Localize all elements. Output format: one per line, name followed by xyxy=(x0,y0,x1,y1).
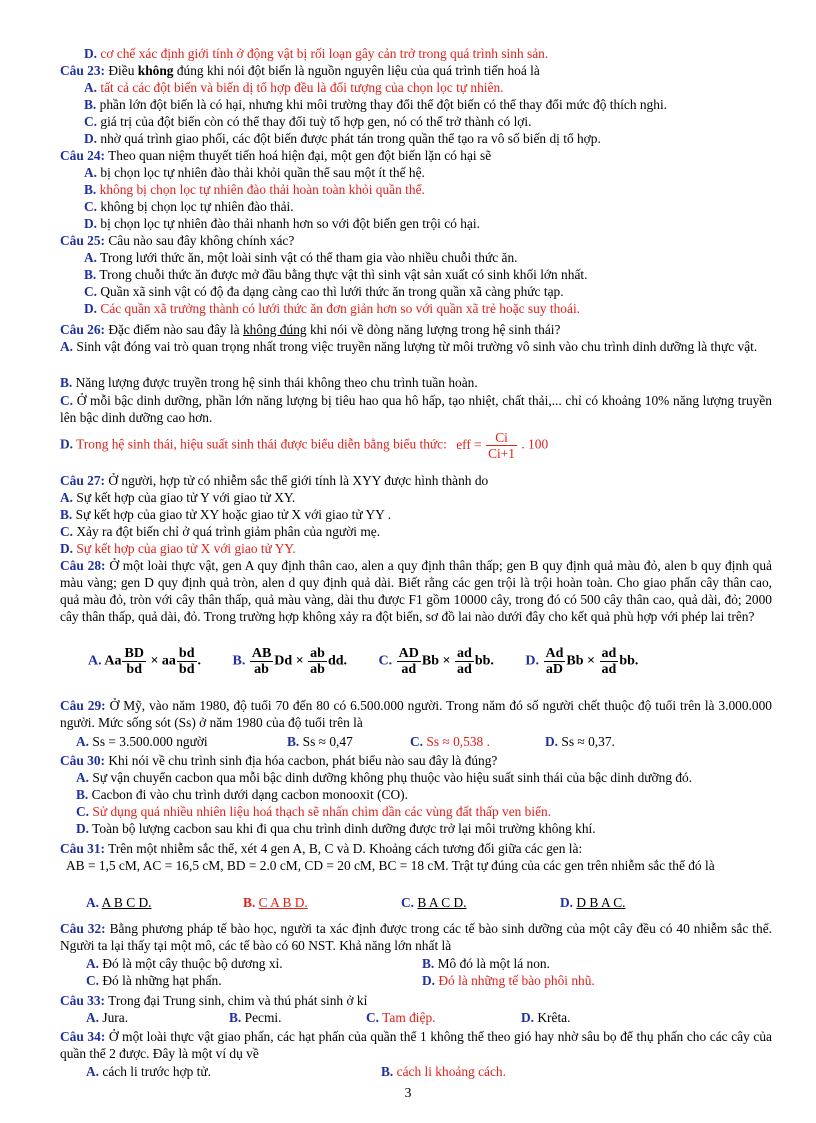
option-text: Sinh vật đóng vai trò quan trọng nhất trong việc truyền năng lượng từ môi trường vô sinh vào chu trình dinh dưỡng là thực vật. xyxy=(76,339,758,354)
option-letter: C. xyxy=(401,895,415,910)
question-label: Câu 29: xyxy=(60,698,106,713)
stem-text: Khi nói về chu trình sinh địa hóa cacbon, phát biểu nào sau đây là đúng? xyxy=(108,753,498,768)
option-text: cách li khoảng cách. xyxy=(396,1064,506,1079)
option-letter: C. xyxy=(60,393,74,408)
option-text: Quần xã sinh vật có độ đa dạng càng cao thì lưới thức ăn trong quần xã càng phức tạp. xyxy=(100,284,564,299)
formula-eff: eff = xyxy=(456,436,482,452)
question-label: Câu 33: xyxy=(60,993,106,1008)
option-letter: A. xyxy=(84,80,98,95)
option-letter: C. xyxy=(410,734,424,749)
option-letter: B. xyxy=(76,787,89,802)
option-text: giá trị của đột biến còn có thể thay đổi tuỳ tổ hợp gen, nó có thể trở thành có lợi. xyxy=(100,114,532,129)
option-letter: B. xyxy=(60,375,73,390)
q22-option-d xyxy=(84,45,772,62)
fraction-denominator: ad xyxy=(401,662,417,677)
question-label: Câu 28: xyxy=(60,558,106,573)
genotype-fraction xyxy=(455,646,474,677)
option-text: Đó là một cây thuộc bộ dương xỉ. xyxy=(102,956,283,971)
q28-stem xyxy=(60,557,772,625)
option-letter: A. xyxy=(86,956,100,971)
cross-sign: × aa xyxy=(150,653,176,669)
q32-option-b xyxy=(422,955,550,972)
efficiency-fraction xyxy=(486,430,517,461)
option-text: Trong hệ sinh thái, hiệu suất sinh thái được biểu diễn bằng biểu thức: xyxy=(76,436,447,452)
q28-option-a xyxy=(88,646,201,677)
option-letter: B. xyxy=(287,734,300,749)
stem-text: AB = 1,5 cM, AC = 16,5 cM, BD = 2.0 cM, CD = 20 cM, BC = 18 cM. Trật tự đúng của các gen trên nhiễm sắc thể đó là xyxy=(66,858,715,873)
q26-option-b xyxy=(60,374,772,391)
q27-option-b xyxy=(60,506,772,523)
fraction-denominator: bd xyxy=(126,662,142,677)
fraction-numerator: bd xyxy=(178,646,195,661)
q31-option-c xyxy=(401,894,467,911)
q30-option-b xyxy=(76,786,788,803)
fraction-numerator: ab xyxy=(310,646,325,661)
q29-option-b xyxy=(287,733,353,750)
option-text: cơ chế xác định giới tính ở động vật bị rối loạn gây cản trở trong quá trình sinh sản. xyxy=(100,46,549,61)
option-letter: D. xyxy=(84,131,98,146)
q23-option-c xyxy=(84,113,772,130)
stem-text: Ở một loài thực vật, gen A quy định thân cao, alen a quy định thân thấp; gen B quy định quả màu đỏ, alen b quy định quả màu vàng; gen D quy định quả tròn, alen d quy định quả dài. Biết rằng các gen trội là trội hoàn toàn. Cho giao phấn cây thân cao, quả màu đỏ, tròn với cây thân thấp, quả màu vàng, dài thu được F1 gồm 10000 cây, trong đó có 500 cây thân cao, quả dài, đỏ; 2000 cây thân thấp, quả dài, đỏ. Trong trường hợp không xảy ra đột biến, sơ đồ lai nào dưới đây cho kết quả phù hợp với phép lai trên? xyxy=(60,558,772,624)
option-letter: A. xyxy=(76,734,90,749)
option-letter: A. xyxy=(84,250,98,265)
q26-option-c xyxy=(60,392,772,426)
q26-option-d xyxy=(60,430,772,461)
fraction-numerator: AD xyxy=(398,646,419,661)
q23-stem xyxy=(60,62,772,79)
genotype-prefix: Aa xyxy=(104,653,122,669)
q25-option-a xyxy=(84,249,772,266)
option-letter: D. xyxy=(84,301,98,316)
stem-text: Theo quan niệm thuyết tiến hoá hiện đại, một gen đột biến lặn có hại sẽ xyxy=(108,148,492,163)
q34-stem xyxy=(60,1028,772,1062)
option-text: Đó là những tế bào phôi nhũ. xyxy=(438,973,595,988)
option-text: Năng lượng được truyền trong hệ sinh thái không theo chu trình tuần hoàn. xyxy=(75,375,478,390)
option-letter: C. xyxy=(366,1010,380,1025)
option-letter: D. xyxy=(84,46,98,61)
cross-sign: Dd × xyxy=(274,653,304,669)
q32-option-c xyxy=(86,972,222,989)
option-text: Sự kết hợp của giao tử Y với giao tử XY. xyxy=(76,490,296,505)
q33-stem xyxy=(60,992,772,1009)
q32-option-a xyxy=(86,955,283,972)
question-label: Câu 34: xyxy=(60,1029,106,1044)
q29-option-a xyxy=(76,733,208,750)
q33-option-b xyxy=(229,1009,281,1026)
q24-option-b xyxy=(84,181,772,198)
q25-stem xyxy=(60,232,772,249)
question-label: Câu 23: xyxy=(60,63,106,78)
option-text: C A B D. xyxy=(258,895,308,910)
q30-option-a xyxy=(76,769,788,786)
q25-option-c xyxy=(84,283,772,300)
q25-option-d xyxy=(84,300,772,317)
q31-stem xyxy=(60,840,772,857)
q29-option-d xyxy=(545,733,615,750)
q25-option-b xyxy=(84,266,772,283)
q23-option-d xyxy=(84,130,772,147)
option-letter: B. xyxy=(84,97,97,112)
stem-text: Điều xyxy=(108,63,138,78)
q27-stem xyxy=(60,472,772,489)
fraction-denominator: ad xyxy=(457,662,472,677)
fraction-denominator: aD xyxy=(545,662,564,677)
option-letter: B. xyxy=(422,956,435,971)
option-letter: D. xyxy=(422,973,436,988)
option-letter: C. xyxy=(84,199,98,214)
option-text: Ss ≈ 0,538 . xyxy=(426,734,490,749)
question-label: Câu 31: xyxy=(60,841,106,856)
q31-option-a xyxy=(86,894,152,911)
genotype-fraction xyxy=(250,646,273,677)
fraction-numerator: Ci xyxy=(486,430,517,446)
genotype-fraction xyxy=(397,646,421,677)
question-label: Câu 27: xyxy=(60,473,106,488)
q33-option-c xyxy=(366,1009,436,1026)
question-label: Câu 30: xyxy=(60,753,106,768)
q28-option-d xyxy=(525,646,638,677)
option-letter: A. xyxy=(60,490,74,505)
option-text: phần lớn đột biến là có hại, nhưng khi môi trường thay đổi thể đột biến có thể thay đổi mức độ thích nghi. xyxy=(99,97,668,112)
q26-option-a xyxy=(60,338,772,355)
q33-option-a xyxy=(86,1009,128,1026)
fraction-denominator: ab xyxy=(254,662,269,677)
q31-option-b xyxy=(243,894,308,911)
option-text: Các quần xã trưởng thành có lưới thức ăn đơn giản hơn so với quần xã trẻ hoặc suy thoái. xyxy=(100,301,581,316)
q32-option-d xyxy=(422,972,595,989)
question-label: Câu 24: xyxy=(60,148,106,163)
page-number: 3 xyxy=(404,1086,412,1101)
genotype-fraction xyxy=(122,646,145,677)
q27-option-c xyxy=(60,523,772,540)
option-letter: B. xyxy=(381,1064,394,1079)
option-letter: C. xyxy=(84,284,98,299)
genotype-fraction xyxy=(308,646,327,677)
option-letter: C. xyxy=(86,973,100,988)
option-letter: B. xyxy=(60,507,73,522)
option-text: Pecmi. xyxy=(244,1010,282,1025)
option-text: không bị chọn lọc tự nhiên đào thải. xyxy=(100,199,294,214)
option-letter: C. xyxy=(378,653,393,669)
genotype-fraction xyxy=(600,646,619,677)
q32-stem xyxy=(60,920,772,954)
fraction-numerator: AB xyxy=(251,646,272,661)
option-text: Sự kết hợp của giao tử X với giao tử YY. xyxy=(76,541,296,556)
genotype-fraction xyxy=(544,646,566,677)
cross-sign: Bb × xyxy=(566,653,596,669)
formula-tail: . 100 xyxy=(521,436,549,452)
genotype-suffix: bb. xyxy=(474,653,494,669)
question-label: Câu 25: xyxy=(60,233,106,248)
q27-option-d xyxy=(60,540,772,557)
option-text: Tam điệp. xyxy=(382,1010,436,1025)
q24-option-c xyxy=(84,198,772,215)
stem-text: Đặc điểm nào sau đây là xyxy=(108,322,243,337)
option-text: nhờ quá trình giao phối, các đột biến được phát tán trong quần thể tạo ra vô số biến dị tổ hợp. xyxy=(100,131,601,146)
q30-option-d xyxy=(76,820,788,837)
q26-stem xyxy=(60,321,772,338)
q28-option-c xyxy=(379,646,494,677)
q29-option-c xyxy=(410,733,490,750)
fraction-numerator: BD xyxy=(124,646,144,661)
option-text: Sử dụng quá nhiều nhiên liệu hoá thạch sẽ nhấn chìm dần các vùng đất thấp ven biển. xyxy=(92,804,552,819)
option-text: Trong chuỗi thức ăn được mở đầu bằng thực vật thì sinh vật sản xuất có sinh khối lớn nhất. xyxy=(99,267,588,282)
option-text: bị chọn lọc tự nhiên đào thải khỏi quần thể sau một ít thế hệ. xyxy=(100,165,425,180)
option-text: không bị chọn lọc tự nhiên đào thải hoàn toàn khỏi quần thể. xyxy=(99,182,425,197)
genotype-suffix: bb. xyxy=(619,653,639,669)
genotype-fraction xyxy=(177,646,197,677)
option-letter: D. xyxy=(545,734,559,749)
option-letter: C. xyxy=(84,114,98,129)
fraction-numerator: Ad xyxy=(545,646,564,661)
option-letter: C. xyxy=(60,524,74,539)
option-letter: B. xyxy=(84,267,97,282)
q31-option-d xyxy=(560,894,626,911)
option-text: D B A C. xyxy=(576,895,626,910)
option-letter: D. xyxy=(60,541,74,556)
option-letter: D. xyxy=(560,895,574,910)
stem-text: Trên một nhiễm sắc thể, xét 4 gen A, B, C và D. Khoảng cách tương đối giữa các gen là: xyxy=(108,841,583,856)
stem-emphasis: không xyxy=(137,63,174,78)
q31-stem-distances xyxy=(66,857,772,874)
stem-text: Ở một loài thực vật giao phấn, các hạt phấn của quần thể 1 không thể theo gió hay nhờ sâu bọ để thụ phấn cho các cây của quần thể 2 được. Đây là một ví dụ về xyxy=(60,1029,773,1061)
q28-option-b xyxy=(233,646,348,677)
option-letter: C. xyxy=(76,804,90,819)
option-letter: A. xyxy=(86,895,100,910)
fraction-numerator: ad xyxy=(601,646,617,661)
option-text: Cacbon đi vào chu trình dưới dạng cacbon monooxit (CO). xyxy=(91,787,408,802)
option-text: Ss ≈ 0,37. xyxy=(561,734,615,749)
option-text: Krêta. xyxy=(537,1010,571,1025)
option-text: bị chọn lọc tự nhiên đào thải nhanh hơn so với đột biến gen trội có hại. xyxy=(100,216,480,231)
stem-text: khi nói về dòng năng lượng trong hệ sinh thái? xyxy=(306,322,561,337)
q24-stem xyxy=(60,147,772,164)
option-letter: A. xyxy=(76,770,90,785)
q34-option-a xyxy=(86,1063,211,1080)
option-letter: D. xyxy=(84,216,98,231)
option-letter: D. xyxy=(525,653,540,669)
fraction-denominator: bd xyxy=(178,662,195,677)
fraction-denominator: ab xyxy=(310,662,325,677)
option-letter: A. xyxy=(86,1010,100,1025)
option-letter: A. xyxy=(88,653,102,669)
option-text: Ở mỗi bậc dinh dưỡng, phần lớn năng lượng bị tiêu hao qua hô hấp, tạo nhiệt, chất thải,... chỉ có khoảng 10% năng lượng truyền lên bậc dinh dưỡng cao hơn. xyxy=(60,393,772,425)
genotype-suffix: . xyxy=(197,653,201,669)
stem-text: Bằng phương pháp tế bào học, người ta xác định được trong các tế bào sinh dưỡng của một cây đều có 40 nhiễm sắc thể. Người ta lại thấy tại một mô, các tế bào có 60 NST. Khả năng lớn nhất là xyxy=(60,921,772,953)
stem-text: Câu nào sau đây không chính xác? xyxy=(108,233,295,248)
q24-option-d xyxy=(84,215,772,232)
option-letter: A. xyxy=(84,165,98,180)
option-letter: B. xyxy=(243,895,256,910)
option-text: Đó là những hạt phấn. xyxy=(102,973,222,988)
stem-text: Ở Mỹ, vào năm 1980, độ tuổi 70 đến 80 có 6.500.000 người. Trong năm đó số người chết thuộc độ tuổi trên là 3.000.000 người. Mức sống sót (Ss) ở năm 1980 của độ tuổi trên là xyxy=(60,698,772,730)
option-text: Ss = 3.500.000 người xyxy=(92,734,208,749)
stem-text: đúng khi nói đột biến là nguồn nguyên liệu của quá trình tiến hoá là xyxy=(173,63,540,78)
option-letter: D. xyxy=(76,821,90,836)
fraction-denominator: Ci+1 xyxy=(488,446,515,461)
stem-emphasis: không đúng xyxy=(242,322,307,337)
option-text: Sự vận chuyển cacbon qua mỗi bậc dinh dưỡng không phụ thuộc vào hiệu suất sinh thái của bậc dinh dưỡng đó. xyxy=(92,770,693,785)
option-text: tất cả các đột biến và biến dị tổ hợp đều là đối tượng của chọn lọc tự nhiên. xyxy=(100,80,504,95)
option-text: Toàn bộ lượng cacbon sau khi đi qua chu trình dinh dưỡng được trở lại môi trường không khí. xyxy=(92,821,596,836)
q34-option-b xyxy=(381,1063,506,1080)
option-text: Ss ≈ 0,47 xyxy=(302,734,353,749)
fraction-denominator: ad xyxy=(601,662,617,677)
option-text: Xảy ra đột biến chỉ ở quá trình giảm phân của người mẹ. xyxy=(76,524,381,539)
option-letter: B. xyxy=(232,653,246,669)
option-text: Trong lưới thức ăn, một loài sinh vật có thể tham gia vào nhiều chuỗi thức ăn. xyxy=(100,250,518,265)
option-text: Jura. xyxy=(102,1010,129,1025)
option-text: A B C D. xyxy=(101,895,152,910)
question-label: Câu 32: xyxy=(60,921,106,936)
q24-option-a xyxy=(84,164,772,181)
stem-text: Trong đại Trung sinh, chim và thú phát sinh ở kỉ xyxy=(108,993,368,1008)
option-text: B A C D. xyxy=(417,895,467,910)
q28-options xyxy=(88,646,788,677)
option-letter: B. xyxy=(84,182,97,197)
option-letter: D. xyxy=(521,1010,535,1025)
cross-sign: Bb × xyxy=(421,653,451,669)
q23-option-a xyxy=(84,79,772,96)
genotype-suffix: dd. xyxy=(327,653,348,669)
option-text: Sự kết hợp của giao tử XY hoặc giao tử X với giao tử YY . xyxy=(75,507,392,522)
option-letter: B. xyxy=(229,1010,242,1025)
option-letter: A. xyxy=(86,1064,100,1079)
q30-stem xyxy=(60,752,772,769)
stem-text: Ở người, hợp tử có nhiễm sắc thể giới tính là XYY được hình thành do xyxy=(108,473,489,488)
q33-option-d xyxy=(521,1009,570,1026)
question-label: Câu 26: xyxy=(60,322,106,337)
fraction-numerator: ad xyxy=(457,646,472,661)
q30-option-c xyxy=(76,803,788,820)
q23-option-b xyxy=(84,96,772,113)
option-letter: A. xyxy=(60,339,74,354)
option-text: Mô đó là một lá non. xyxy=(437,956,550,971)
option-letter: D. xyxy=(60,436,74,452)
option-text: cách li trước hợp tử. xyxy=(102,1064,212,1079)
q27-option-a xyxy=(60,489,772,506)
q29-stem xyxy=(60,697,772,731)
